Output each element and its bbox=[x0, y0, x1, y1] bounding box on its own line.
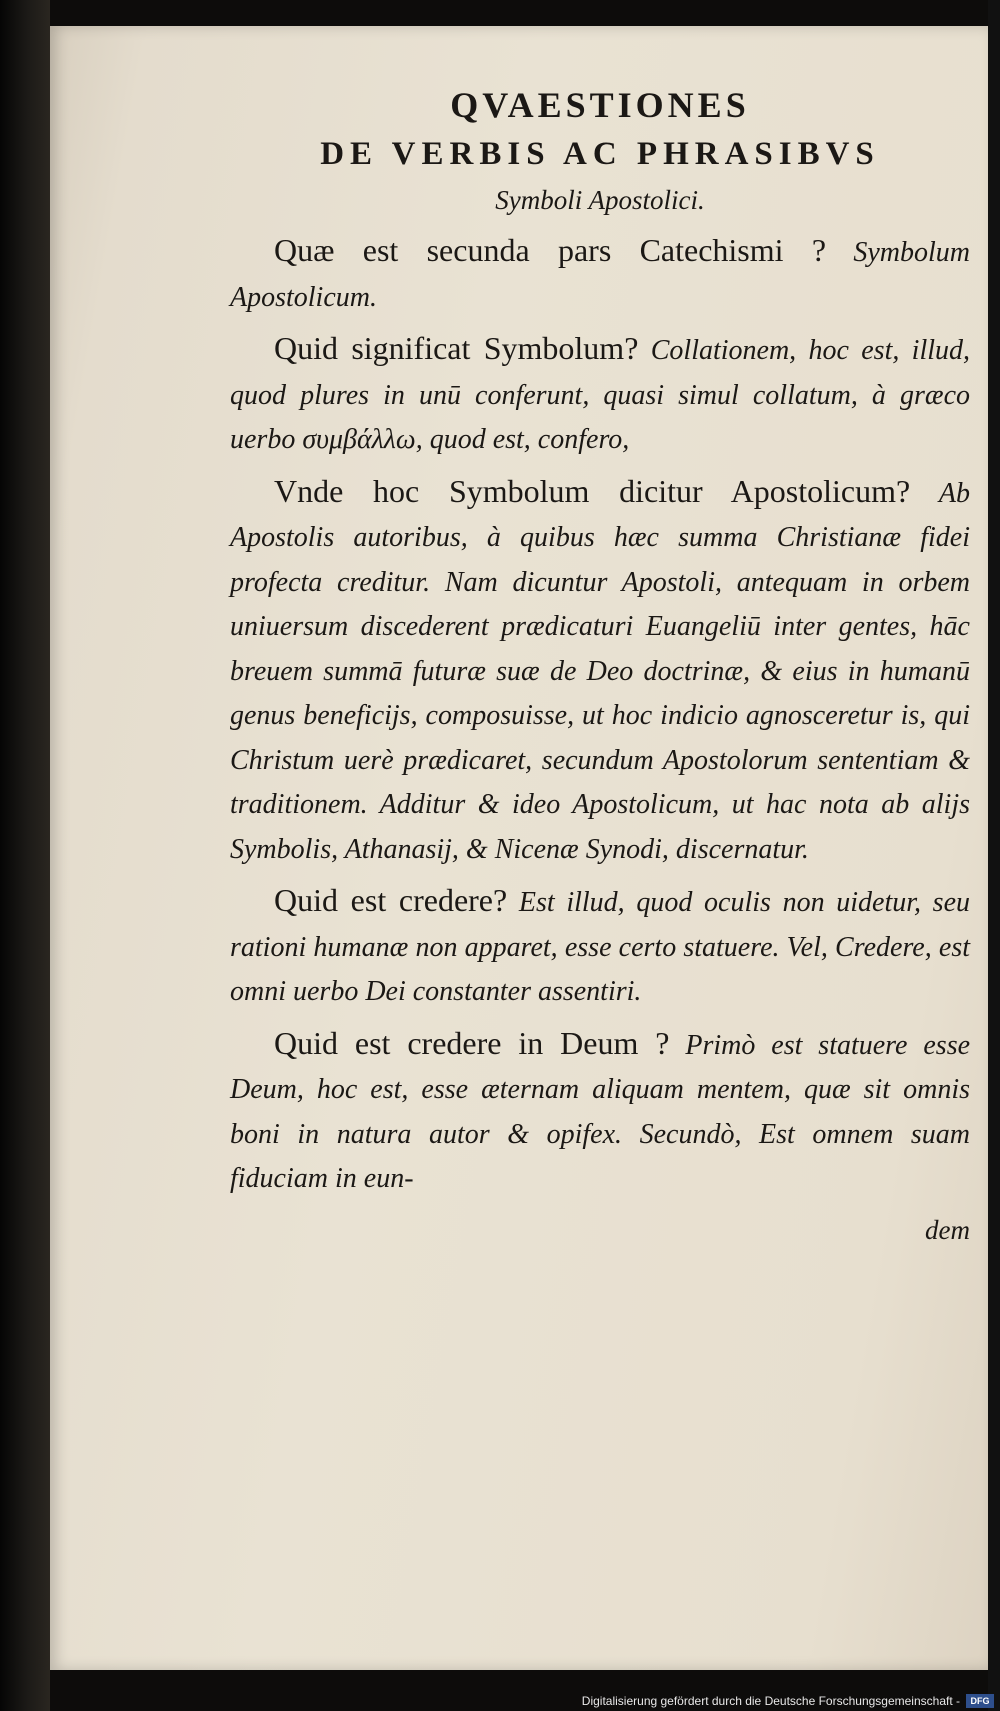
answer-5: Primò est statuere esse Deum, hoc est, esse æternam aliquam mentem, quæ sit omnis boni in natura autor & opifex. Secundò, Est omnem suam fiduciam in eun- bbox=[230, 1029, 971, 1194]
question-4: Quid est credere? bbox=[274, 882, 508, 918]
paragraph-3 bbox=[230, 469, 970, 873]
paragraph-1 bbox=[230, 228, 970, 320]
scan-edge bbox=[988, 0, 1000, 1711]
answer-3: Ab Apostolis autoribus, à quibus hæc summa Christianæ fidei profecta creditur. Nam dicuntur Apostoli, antequam in orbem uniuersum discederent prædicaturi Euangeliū inter gentes, hāc breuem summā futuræ suæ de Deo doctrinæ, & eius in humanū genus beneficijs, composuisse, ut hoc indicio agnosceretur is, qui Christum uerè prædicaret, secundum Apostolorum sententiam & traditionem. Additur & ideo Apostolicum, ut hac nota ab alijs Symbolis, Athanasij, & Nicenæ Synodi, discernatur. bbox=[230, 477, 971, 865]
answer-4: Est illud, quod oculis non uidetur, seu rationi humanæ non apparet, esse certo statuere. Vel, Credere, est omni uerbo Dei constanter assentiri. bbox=[230, 887, 971, 1007]
answer-2: Collationem, hoc est, illud, quod plures in unū conferunt, quasi simul collatum, à græco uerbo συμβάλλω, quod est, confero, bbox=[230, 335, 971, 455]
heading-subtitle: DE VERBIS AC PHRASIBVS bbox=[320, 136, 880, 172]
heading-title: QVAESTIONES bbox=[450, 85, 750, 125]
paragraph-4 bbox=[230, 878, 970, 1015]
heading-subject: Symboli Apostolici. bbox=[495, 185, 705, 215]
question-5: Quid est credere in Deum ? bbox=[274, 1024, 670, 1061]
digitization-footer: Digitalisierung gefördert durch die Deutsche Forschungsgemeinschaft - bbox=[581, 1694, 960, 1708]
question-2: Quid significat Symbolum? bbox=[274, 330, 639, 366]
book-spine-shadow bbox=[0, 0, 50, 1711]
catchword: dem bbox=[925, 1214, 970, 1245]
dfg-logo: DFG bbox=[966, 1694, 994, 1708]
page-text bbox=[230, 80, 970, 1252]
question-1: Quæ est secunda pars Catechismi ? bbox=[274, 232, 827, 268]
paragraph-5 bbox=[230, 1021, 970, 1202]
answer-1: Symbolum Apostolicum. bbox=[230, 237, 971, 313]
question-3: Vnde hoc Symbolum dicitur Apostolicum? bbox=[274, 472, 911, 509]
paragraph-2 bbox=[230, 326, 970, 463]
